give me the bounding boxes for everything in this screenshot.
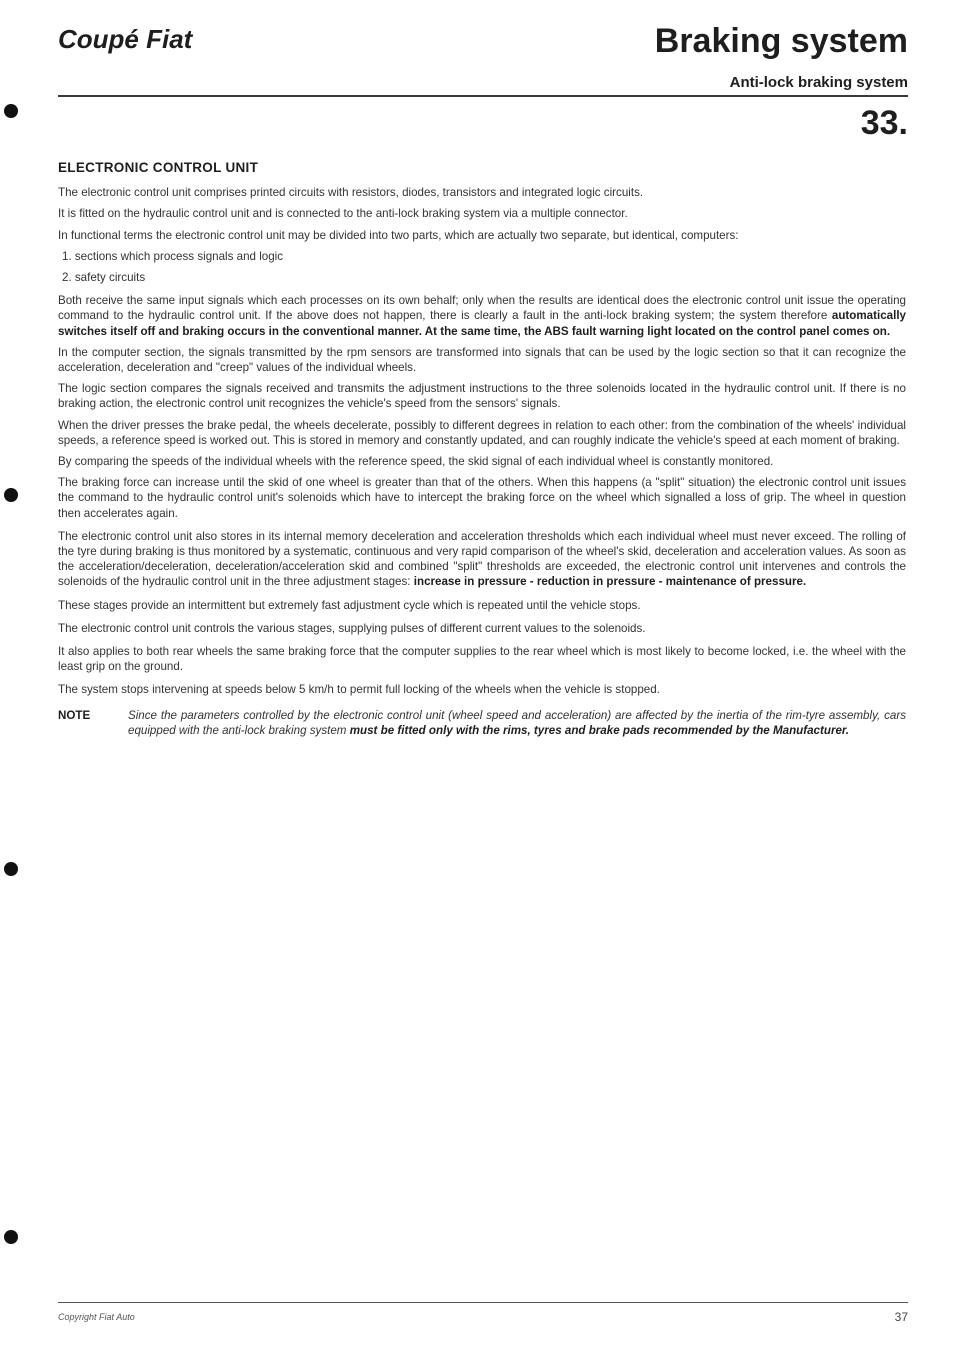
body-content [58,160,906,738]
list-item: 1. sections which process signals and logic [62,249,284,263]
paragraph-text: Both receive the same input signals which each processes on its own behalf; only when the results are identical does the electronic control unit issue the operating command to the hydraulic control unit. If the above does not happen, there is clearly a fault in the anti-lock braking system; the system therefore [58,294,906,323]
paragraph-bold-text: automatically switches itself off and braking occurs in the conventional manner. At the same time, the ABS fault warning light located on the control panel comes on. [58,309,906,338]
subsection-title: Anti-lock braking system [729,74,908,91]
note-label: NOTE [58,708,91,722]
paragraph: In functional terms the electronic control unit may be divided into two parts, which are actually two separate, but identical, computers: [58,228,739,242]
list-item: 2. safety circuits [62,271,146,285]
paragraph [58,529,906,590]
note-text [128,708,906,738]
binder-hole-icon [4,862,18,876]
page-code: 33. [860,104,908,142]
paragraph: When the driver presses the brake pedal, the wheels decelerate, possibly to different degrees in relation to each other: from the combination of the wheels' individual speeds, a reference speed is worked out. This is stored in memory and constantly updated, and can roughly indicate the vehicle's speed at each moment of braking. [58,418,906,447]
paragraph: The logic section compares the signals received and transmits the adjustment instructions to the three solenoids located in the hydraulic control unit. If there is no braking action, the electronic control unit recognizes the vehicle's speed from the sensors' signals. [58,382,906,411]
paragraph: The system stops intervening at speeds below 5 km/h to permit full locking of the wheels when the vehicle is stopped. [58,683,660,697]
binder-hole-icon [4,1230,18,1244]
paragraph: These stages provide an intermittent but extremely fast adjustment cycle which is repeated until the vehicle stops. [58,598,641,612]
binder-hole-icon [4,104,18,118]
paragraph [58,293,906,339]
content-heading: ELECTRONIC CONTROL UNIT [58,160,259,175]
brand-title: Coupé Fiat [58,24,193,54]
footer-copyright: Copyright Fiat Auto [58,1312,135,1322]
paragraph: It also applies to both rear wheels the same braking force that the computer supplies to the rear wheel which is most likely to become locked, i.e. the wheel with the least grip on the ground. [58,645,906,674]
section-title: Braking system [654,22,908,60]
paragraph: The braking force can increase until the skid of one wheel is greater than that of the others. When this happens (a "split" situation) the electronic control unit issues the command to the hydraulic control unit's solenoids which have to intercept the braking force on the wheel which signalled a loss of grip. The wheel in question then accelerates again. [58,476,906,520]
note-block [58,708,906,738]
note-text-bold: must be fitted only with the rims, tyres and brake pads recommended by the Manufacturer. [349,723,849,737]
paragraph: The electronic control unit controls the various stages, supplying pulses of different current values to the solenoids. [58,621,646,635]
paragraph-bold-text: increase in pressure - reduction in pressure - maintenance of pressure. [413,575,807,589]
paragraph: In the computer section, the signals transmitted by the rpm sensors are transformed into signals that can be used by the logic section so that it can recognize the acceleration, deceleration and "creep" values of the individual wheels. [58,345,906,375]
footer-rule [58,1302,908,1303]
paragraph: By comparing the speeds of the individual wheels with the reference speed, the skid signal of each individual wheel is constantly monitored. [58,455,774,469]
paragraph: The electronic control unit comprises printed circuits with resistors, diodes, transistors and integrated logic circuits. [58,186,644,200]
paragraph: It is fitted on the hydraulic control unit and is connected to the anti-lock braking system via a multiple connector. [58,207,628,221]
page-number: 37 [894,1310,908,1324]
binder-hole-icon [4,488,18,502]
note-text-body: Since the parameters controlled by the electronic control unit (wheel speed and acceleration) are affected by the inertia of the rim-tyre assembly, cars equipped with the anti-lock braking system [128,708,906,737]
paragraph-text: The electronic control unit also stores in its internal memory deceleration and acceleration thresholds which each individual wheel must never exceed. The rolling of the tyre during braking is thus monitored by a systematic, continuous and very rapid comparison of the wheel's skid, deceleration and acceleration values. As soon as the acceleration/deceleration, deceleration/acceleration skid and combined "split" thresholds are exceeded, the electronic control unit intervenes and controls the solenoids of the hydraulic control unit in the three adjustment stages: [58,529,906,589]
header-rule [58,95,908,97]
